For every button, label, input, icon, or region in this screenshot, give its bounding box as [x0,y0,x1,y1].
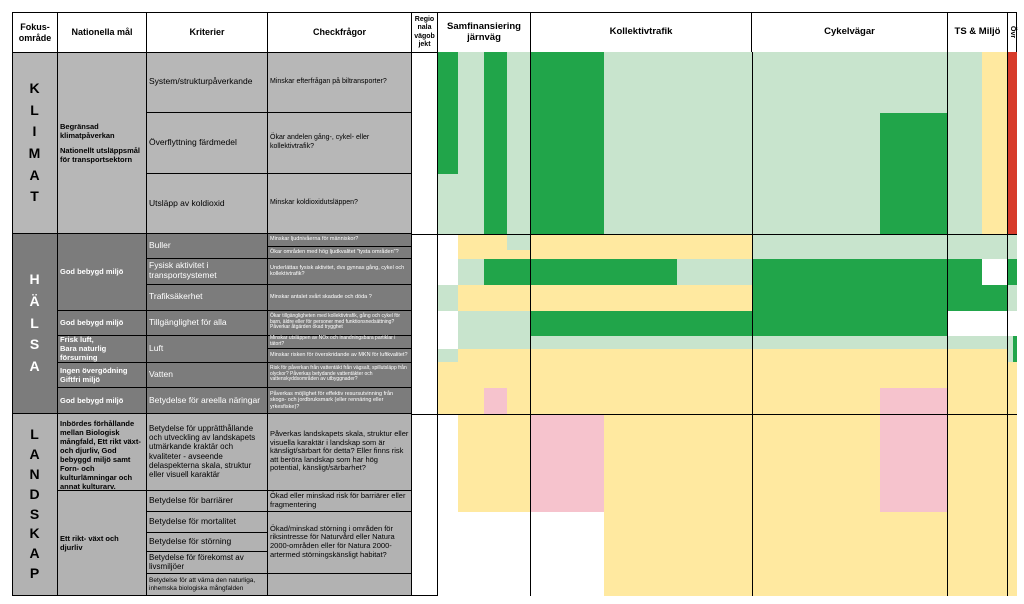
matrix-cell [507,362,530,388]
matrix-cell [880,234,947,250]
matrix-cell [677,250,752,259]
matrix-cell [1013,512,1017,596]
question-h7: Påverkas möjlighet för effektiv resursutvinning från skogs- och jordbruksmark (eller rennäring eller yrkesfiske)? [270,391,394,410]
matrix-cell [437,336,458,349]
question-h3: Minskar antalet svårt skadade och döda ? [267,284,412,311]
goal-landskap-1: Inbördes förhållande mellan Biologisk mångfald, Ett rikt växt- och djurliv, God bebyggd miljö samt Forn- och kulturlämningar och annat kulturarv. [57,413,147,491]
matrix-cell [880,349,947,362]
matrix-cell [604,512,677,596]
matrix-cell [947,336,982,349]
matrix-cell [437,512,458,596]
header-regionala: Regio nala vägob jekt [411,12,438,53]
matrix-cell [677,362,752,388]
question-h1a: Minskar ljudnivåerna för människor? [267,233,412,247]
matrix-column-separator [437,52,438,596]
question-k1: Minskar efterfrågan på biltransporter? [267,52,412,113]
matrix-cell [458,250,484,259]
question-k2: Ökar andelen gång-, cykel- eller kollektivtrafik? [267,112,412,174]
matrix-cell [530,414,604,512]
matrix-cell [437,311,458,336]
goal-halsa-5: God bebygd miljö [57,387,147,414]
question-h4: Ökar tillgängligheten med kollektivtrafik, gång och cykel för barn, äldre eller för personer med funktionsnedsättning? Påverkar åtgärden ökad trygghet [267,310,412,336]
matrix-cell [604,285,677,311]
matrix-cell [437,250,458,259]
matrix-cell [880,311,947,336]
matrix-cell [530,250,604,259]
matrix-cell [604,362,677,388]
matrix-cell [1013,388,1017,414]
matrix-cell [484,362,507,388]
matrix-cell [530,512,604,596]
matrix-cell [677,113,752,174]
criterion-l3: Betydelse för mortalitet [146,511,268,533]
area-label-klimat: K L I M A T [12,52,58,234]
matrix-cell [530,311,604,336]
goal-klimat: Begränsad klimatpåverkan Nationellt utsläppsmål för transportsektorn [57,52,147,234]
matrix-cell [507,512,530,596]
matrix-cell [947,259,982,285]
matrix-cell [530,234,604,250]
matrix-cell [458,311,484,336]
matrix-cell [484,349,507,362]
criterion-h7: Betydelse för areella näringar [146,387,268,414]
matrix-cell [604,349,677,362]
matrix-cell [982,285,1007,311]
matrix-cell [484,512,507,596]
matrix-cell [982,234,1007,250]
matrix-cell [604,259,677,285]
matrix-cell [604,234,677,250]
matrix-cell [752,414,880,512]
matrix-cell [982,349,1007,362]
matrix-cell [677,285,752,311]
criterion-h5: Luft [146,335,268,363]
matrix-cell [677,174,752,234]
question-l3: Ökad/minskad störning i områden för riksintresse för Naturvård eller Natura 2000-områden eller för Natura 2000-artermed störningskänsligt habitat? [267,511,412,574]
matrix-cell [982,388,1007,414]
matrix-cell [880,388,947,414]
matrix-cell [530,259,604,285]
matrix-cell [880,414,947,512]
matrix-cell [752,388,880,414]
matrix-cell [458,259,484,285]
goal-landskap-2: Ett rikt- växt och djurliv [57,490,147,596]
matrix-cell [982,311,1007,336]
matrix-cell [947,414,982,512]
question-h5a: Minskar utsläppen av NOx och inandningsbara partiklar i tätort? [267,335,412,349]
matrix-cell [752,259,880,285]
matrix-cell [677,349,752,362]
matrix-cell [458,234,484,250]
matrix-cell [1013,336,1017,349]
matrix-cell [880,52,947,113]
criterion-l5: Betydelse för förekomst av livsmiljöer [146,551,268,574]
area-label-landskap: L A N D S K A P [12,413,58,596]
matrix-cell [1013,234,1017,250]
matrix-cell [458,349,484,362]
matrix-cell [677,512,752,596]
header-ts-miljo: TS & Miljö [947,12,1008,53]
matrix-cell [880,250,947,259]
matrix-cell [677,336,752,349]
assessment-matrix [411,52,1017,596]
matrix-cell [752,174,880,234]
header-checkfragor: Checkfrågor [267,12,412,53]
matrix-cell [752,336,880,349]
matrix-cell [458,113,484,174]
criterion-h6: Vatten [146,362,268,388]
question-h2: Underlättas fysisk aktivitet, dvs gynnas gång, cykel och kollektivtrafik? [267,258,412,285]
matrix-cell [484,311,507,336]
matrix-cell [982,113,1007,174]
matrix-cell [484,259,507,285]
header-nationella-mal: Nationella mål [57,12,147,53]
matrix-cell [604,336,677,349]
matrix-cell [947,311,982,336]
matrix-cell [1013,311,1017,336]
criterion-l6: Betydelse för att värna den naturliga, inhemska biologiska mångfalden [146,573,268,596]
criterion-h4: Tillgänglighet för alla [146,310,268,336]
question-l1: Påverkas landskapets skala, struktur eller visuella karaktär i landskap som är känsligt/särbart för detta? Eller finns risk att beröra landskap som har hög potential, känsligt/särbarhet? [267,413,412,491]
matrix-cell [507,113,530,174]
matrix-cell [484,250,507,259]
criterion-h1: Buller [146,233,268,259]
matrix-cell [484,174,507,234]
matrix-cell [507,285,530,311]
matrix-column-separator [752,52,753,596]
matrix-cell [484,234,507,250]
matrix-cell [1013,414,1017,512]
matrix-cell [947,113,982,174]
criterion-k1: System/strukturpåverkande [146,52,268,113]
matrix-cell [484,113,507,174]
header-kriterier: Kriterier [146,12,268,53]
matrix-cell [458,362,484,388]
matrix-cell [880,259,947,285]
matrix-cell [604,174,677,234]
goal-halsa-4: Ingen övergödning Giftfri miljö [57,362,147,388]
matrix-cell [752,52,880,113]
matrix-cell [458,512,484,596]
matrix-cell [458,388,484,414]
matrix-cell [507,311,530,336]
matrix-cell [752,250,880,259]
goal-halsa-2: God bebygd miljö [57,310,147,336]
matrix-cell [458,414,484,512]
header-fokusomrade: Fokus- område [12,12,58,53]
matrix-cell [947,234,982,250]
matrix-cell [947,250,982,259]
matrix-cell [437,388,458,414]
matrix-cell [880,285,947,311]
matrix-cell [880,362,947,388]
matrix-cell [752,512,880,596]
matrix-column-separator [530,52,531,596]
matrix-cell [507,174,530,234]
matrix-cell [530,52,604,113]
matrix-cell [880,512,947,596]
matrix-row-separator [411,414,1017,415]
goal-halsa-3: Frisk luft, Bara naturlig försurning [57,335,147,363]
matrix-cell [947,285,982,311]
matrix-cell [982,362,1007,388]
matrix-cell [982,250,1007,259]
matrix-cell [1013,250,1017,259]
matrix-cell [437,349,458,362]
header-cykelvagar: Cykelvägar [751,12,948,53]
area-label-halsa: H Ä L S A [12,233,58,414]
goal-halsa-1: God bebygd miljö [57,233,147,311]
question-h1b: Ökar områden med hög ljudkvalitet "tysta områden"? [267,246,412,259]
matrix-cell [752,362,880,388]
question-h5b: Minskar risken för överskridande av MKN för luftkvalitet? [267,348,412,363]
criterion-h2: Fysisk aktivitet i transportsystemet [146,258,268,285]
criterion-l4: Betydelse för störning [146,532,268,552]
matrix-cell [437,362,458,388]
matrix-cell [507,349,530,362]
matrix-cell [947,512,982,596]
matrix-cell [677,52,752,113]
matrix-cell [982,259,1007,285]
matrix-cell [982,174,1007,234]
matrix-cell [880,174,947,234]
matrix-cell [982,336,1007,349]
matrix-cell [530,362,604,388]
matrix-cell [752,234,880,250]
matrix-cell [458,52,484,113]
matrix-cell [484,336,507,349]
criterion-h3: Trafiksäkerhet [146,284,268,311]
matrix-cell [458,285,484,311]
matrix-cell [604,414,677,512]
matrix-cell [604,388,677,414]
matrix-cell [530,388,604,414]
matrix-cell [437,285,458,311]
matrix-cell [530,174,604,234]
matrix-cell [1013,349,1017,362]
header-kollektivtrafik: Kollektivtrafik [530,12,752,53]
matrix-row-separator [411,234,1017,235]
matrix-cell [982,512,1007,596]
matrix-cell [507,259,530,285]
matrix-cell [947,52,982,113]
matrix-cell [880,113,947,174]
matrix-column-separator [1007,52,1008,596]
criterion-k2: Överflyttning färdmedel [146,112,268,174]
matrix-cell [530,285,604,311]
matrix-cell [752,285,880,311]
header-samfinansiering: Samfinansiering järnväg [437,12,531,53]
question-h6: Risk för påverkan från vattentäkt från vägsalt, spillutsläpp från olyckor? Påverkas betydande vattentäkter och vattenskyddsområden av utbyggnader? [267,362,412,388]
matrix-cell [507,336,530,349]
header-ovr: Övr [1007,12,1017,53]
matrix-cell [677,388,752,414]
matrix-cell [604,52,677,113]
matrix-cell [1013,113,1017,174]
matrix-cell [880,336,947,349]
matrix-cell [1013,285,1017,311]
matrix-cell [982,414,1007,512]
matrix-cell [437,234,458,250]
question-l2: Ökad eller minskad risk för barriärer eller fragmentering [267,490,412,512]
matrix-cell [484,388,507,414]
matrix-cell [437,52,458,113]
matrix-cell [752,349,880,362]
matrix-cell [507,52,530,113]
matrix-cell [507,414,530,512]
matrix-cell [530,349,604,362]
matrix-cell [507,388,530,414]
matrix-cell [507,250,530,259]
question-k3: Minskar koldioxidutsläppen? [270,199,358,207]
criterion-l1: Betydelse för upprätthållande och utveckling av landskapets utmärkande kraktär och kvaliteter - avseende delaspekterna skala, struktur eller visuell karaktär [146,413,268,491]
matrix-cell [947,362,982,388]
matrix-cell [677,414,752,512]
matrix-column-separator [947,52,948,596]
matrix-cell [507,234,530,250]
matrix-cell [484,414,507,512]
matrix-cell [677,234,752,250]
matrix-cell [530,336,604,349]
matrix-cell [530,113,604,174]
matrix-cell [1013,362,1017,388]
matrix-cell [604,250,677,259]
matrix-cell [947,349,982,362]
matrix-cell [947,174,982,234]
matrix-cell [484,285,507,311]
matrix-cell [458,336,484,349]
matrix-cell [437,174,458,234]
matrix-cell [752,311,880,336]
matrix-cell [752,113,880,174]
matrix-cell [484,52,507,113]
matrix-cell [458,174,484,234]
matrix-cell [1013,174,1017,234]
matrix-cell [604,113,677,174]
matrix-cell [604,311,677,336]
matrix-cell [437,259,458,285]
matrix-cell [982,52,1007,113]
criterion-k3: Utsläpp av koldioxid [146,173,268,234]
matrix-cell [677,259,752,285]
matrix-cell [947,388,982,414]
matrix-cell [1013,259,1017,285]
matrix-cell [677,311,752,336]
criterion-l2: Betydelse för barriärer [146,490,268,512]
matrix-cell [1013,52,1017,113]
matrix-cell [437,414,458,512]
matrix-cell [437,113,458,174]
